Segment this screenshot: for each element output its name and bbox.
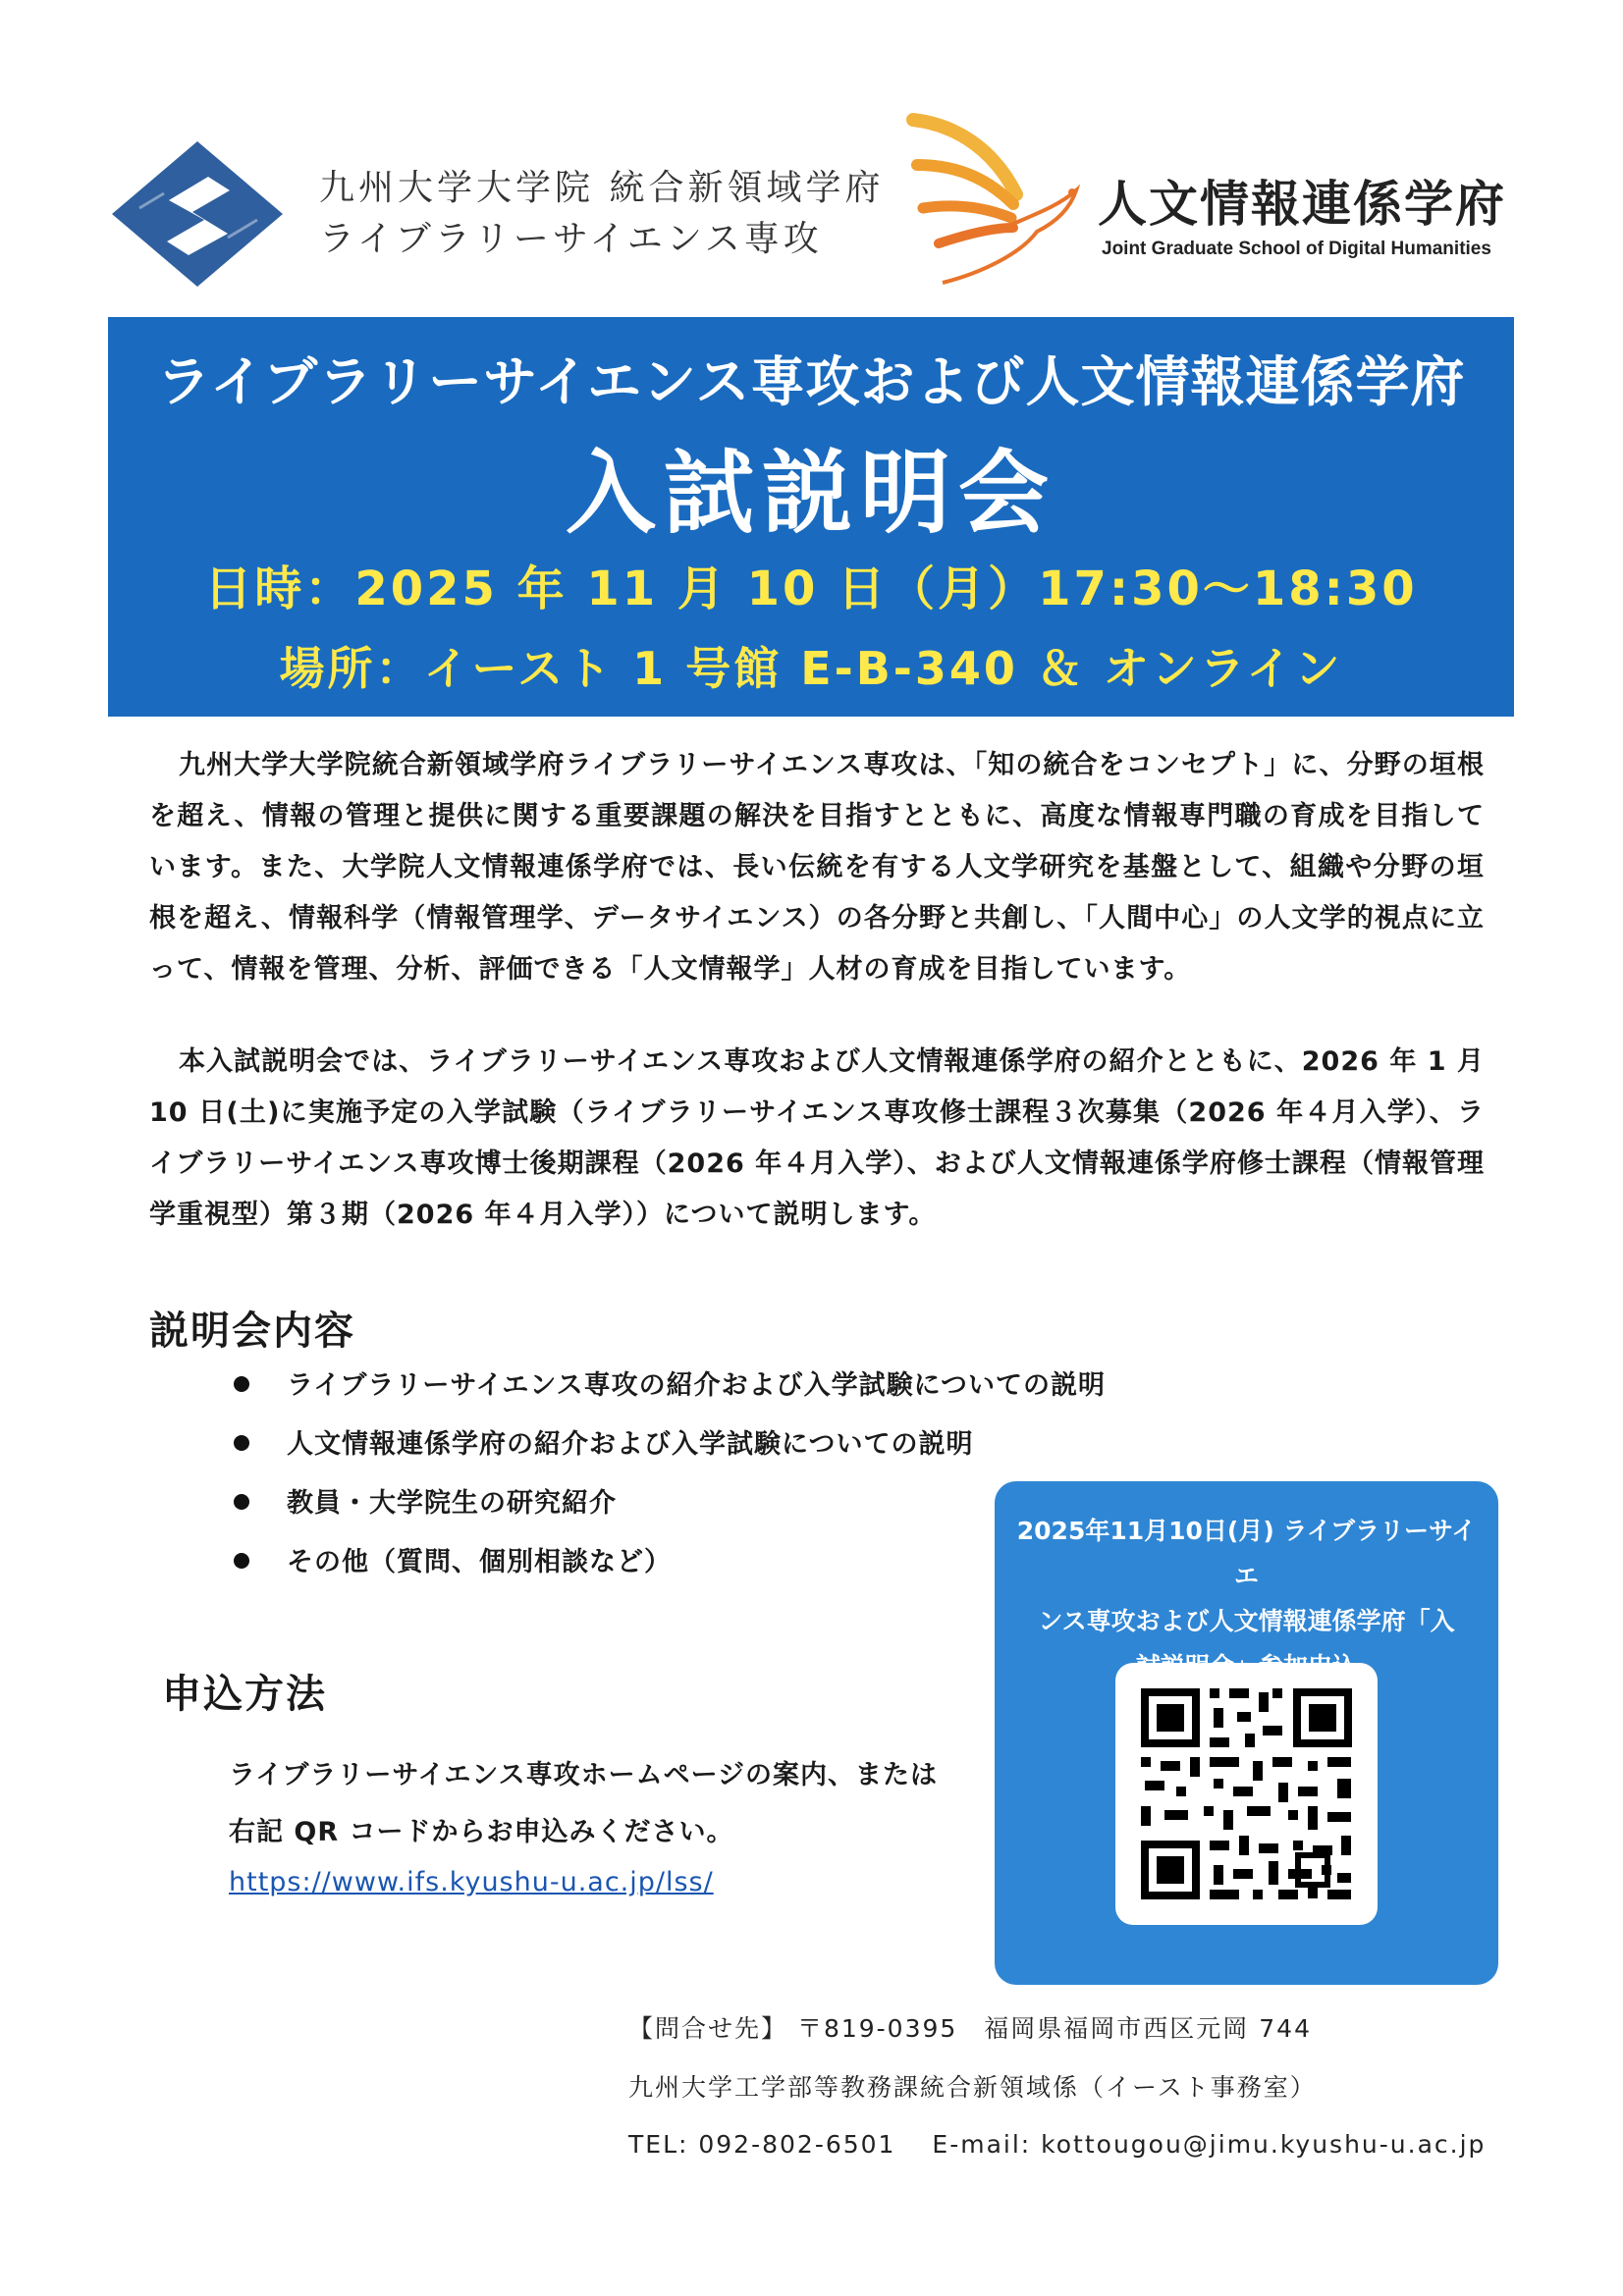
school-name-line1: 九州大学大学院 統合新領域学府 <box>319 168 885 208</box>
event-place: 場所：イースト 1 号館 E-B-340 ＆ オンライン <box>279 642 1343 695</box>
intro-paragraph-1: 九州大学大学院統合新領域学府ライブラリーサイエンス専攻は、「知の統合をコンセプト」に、分野の垣根を超え、情報の管理と提供に関する重要課題の解決を目指すとともに、高度な情報専門職の育成を目指しています。また、大学院人文情報連係学府では、長い伝統を有する人文学研究を基盤として、組織や分野の垣根を超え、情報科学（情報管理学、データサイエンス）の各分野と共創し、「人間中心」の人文学的視点に立って、情報を管理、分析、評価できる「人文情報学」人材の育成を目指しています。 <box>149 750 1485 985</box>
school-name-line2: ライブラリーサイエンス専攻 <box>319 219 823 259</box>
qr-code-icon[interactable] <box>1115 1663 1378 1925</box>
humanities-school-name: 人文情報連係学府 <box>1098 176 1506 233</box>
contents-list <box>234 1366 1106 1602</box>
school-name-left <box>319 163 884 265</box>
list-item-text: 教員・大学院生の研究紹介 <box>287 1488 617 1519</box>
title-banner <box>108 317 1514 717</box>
apply-line-2: 右記 QR コードからお申込みください。 <box>229 1817 734 1847</box>
list-item <box>234 1425 1106 1484</box>
bullet-icon <box>234 1435 249 1451</box>
banner-subtitle: ライブラリーサイエンス専攻および人文情報連係学府 <box>156 350 1466 413</box>
event-datetime: 日時：2025 年 11 月 10 日（月）17:30〜18:30 <box>204 561 1418 616</box>
qr-caption-line1: 2025年11月10日(月) ライブラリーサイエ <box>1016 1517 1477 1590</box>
intro-paragraph-2: 本入試説明会では、ライブラリーサイエンス専攻および人文情報連係学府の紹介とともに、2026 年 1 月 10 日(土)に実施予定の入学試験（ライブラリーサイエンス専攻修士課程３次募集（2026 年４月入学）、ライブラリーサイエンス専攻博士後期課程（2026 年４月入学）、および人文情報連係学府修士課程（情報管理学重視型）第３期（2026 年４月入学））について説明します。 <box>149 1046 1485 1230</box>
humanities-school-name-en: Joint Graduate School of Digital Humanities <box>1102 239 1491 259</box>
apply-line-1: ライブラリーサイエンス専攻ホームページの案内、または <box>229 1760 939 1790</box>
bullet-icon <box>234 1376 249 1392</box>
contact-address: 【問合せ先】 〒819-0395 福岡県福岡市西区元岡 744 <box>628 2014 1312 2043</box>
bullet-icon <box>234 1553 249 1569</box>
kyushu-univ-emblem-icon <box>110 139 285 289</box>
list-item-text: 人文情報連係学府の紹介および入学試験についての説明 <box>287 1429 974 1460</box>
apply-heading: 申込方法 <box>162 1672 327 1717</box>
contents-heading: 説明会内容 <box>149 1308 355 1354</box>
list-item-text: その他（質問、個別相談など） <box>287 1547 672 1577</box>
qr-caption-line2: ンス専攻および人文情報連係学府「入 <box>1038 1607 1455 1635</box>
qr-panel <box>995 1481 1498 1985</box>
list-item-text: ライブラリーサイエンス専攻の紹介および入学試験についての説明 <box>287 1370 1107 1401</box>
bullet-icon <box>234 1494 249 1510</box>
bird-wing-logo-icon <box>903 106 1100 294</box>
list-item <box>234 1543 1106 1602</box>
list-item <box>234 1484 1106 1543</box>
contact-office: 九州大学工学部等教務課統合新領域係（イースト事務室） <box>628 2073 1317 2102</box>
list-item <box>234 1366 1106 1425</box>
contact-tel-email: TEL: 092-802-6501 E-mail: kottougou@jimu.kyushu-u.ac.jp <box>628 2130 1487 2159</box>
page-title: 入試説明会 <box>565 441 1056 546</box>
homepage-link[interactable]: https://www.ifs.kyushu-u.ac.jp/lss/ <box>229 1867 714 1897</box>
